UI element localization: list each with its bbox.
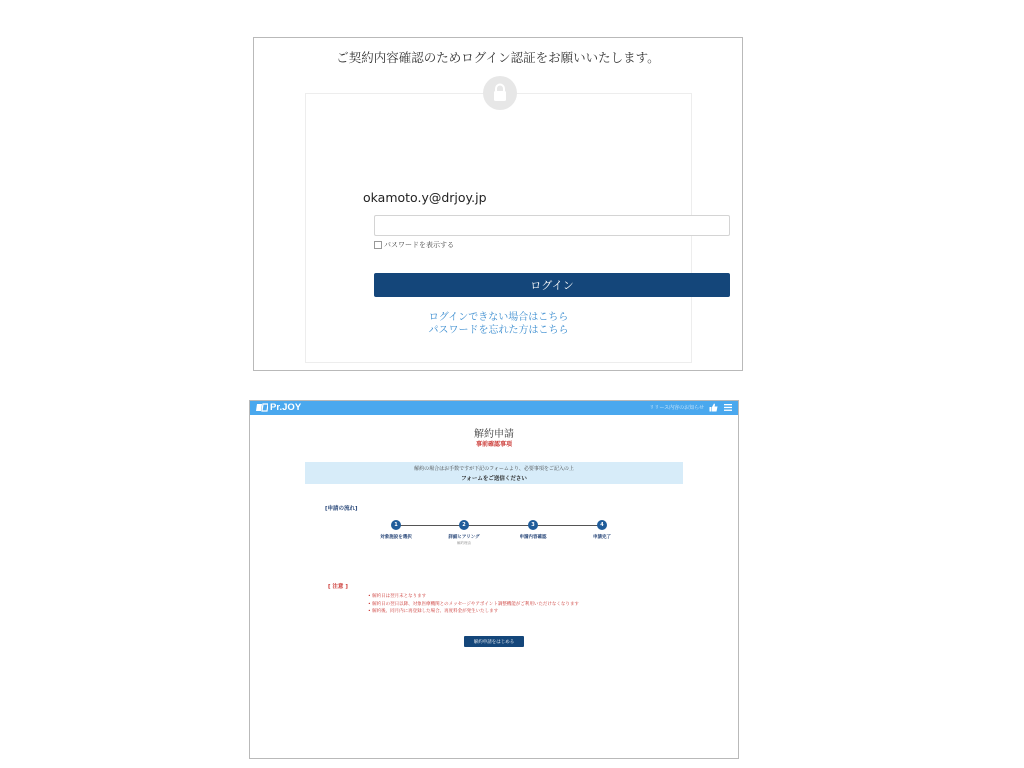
step-1-marker: 1: [391, 520, 401, 530]
brand-mark-icon: [256, 403, 268, 412]
caution-list: [368, 593, 579, 616]
forgot-password-link[interactable]: パスワードを忘れた方はこちら: [428, 325, 569, 336]
release-notice-link[interactable]: リリース内容のお知らせ: [649, 405, 704, 411]
brand-name: Pr.JOY: [270, 402, 302, 413]
step-4-marker: 4: [597, 520, 607, 530]
login-button[interactable]: ログイン: [374, 273, 730, 297]
password-input[interactable]: [374, 215, 730, 236]
notice-emphasis: フォームをご送信ください: [461, 476, 527, 482]
caution-item: • 解約日の翌日以降、対象医療機関とのメッセージやアポイント調整機能がご利用いただけなくなります: [368, 601, 579, 609]
caution-heading: [ 注意 ]: [328, 584, 348, 590]
thumbs-up-icon[interactable]: [709, 403, 718, 412]
login-panel: [253, 37, 743, 371]
step-2-label: 詳細ヒアリング: [448, 535, 480, 540]
show-password-label: パスワードを表示する: [384, 241, 454, 249]
page-title: 解約申請: [474, 429, 514, 440]
notice-box: [305, 462, 683, 484]
lock-icon: [483, 76, 517, 110]
notice-text: 解約の場合はお手数ですが下記のフォームより、必要事項をご記入の上: [414, 466, 574, 472]
caution-item: • 解約後、同月内に再登録した場合、再度料金が発生いたします: [368, 608, 579, 616]
flow-connector: [396, 525, 604, 526]
step-1-label: 対象施設を選択: [380, 535, 412, 540]
login-heading: ご契約内容確認のためログイン認証をお願いいたします。: [336, 50, 660, 65]
hamburger-menu-icon[interactable]: [724, 404, 732, 411]
step-3-label: 申請内容確認: [519, 535, 547, 540]
start-cancellation-button[interactable]: 解約申請をはじめる: [464, 636, 524, 647]
show-password-toggle[interactable]: [374, 240, 454, 250]
caution-item: • 解約日は翌月末となります: [368, 593, 579, 601]
step-2-sublabel: 解約理由: [457, 541, 471, 545]
cant-login-link[interactable]: ログインできない場合はこちら: [428, 312, 569, 323]
email-display: okamoto.y@drjoy.jp: [363, 190, 487, 205]
app-header: [250, 401, 738, 415]
step-4-label: 申請完了: [593, 535, 611, 540]
brand-logo[interactable]: [256, 402, 301, 413]
cancellation-panel: [249, 400, 739, 759]
login-card: [305, 93, 692, 363]
flow-heading: [申請の流れ]: [325, 506, 358, 512]
step-2-marker: 2: [459, 520, 469, 530]
step-3-marker: 3: [528, 520, 538, 530]
show-password-checkbox[interactable]: [374, 241, 382, 249]
page-subtitle: 事前確認事項: [475, 441, 512, 448]
